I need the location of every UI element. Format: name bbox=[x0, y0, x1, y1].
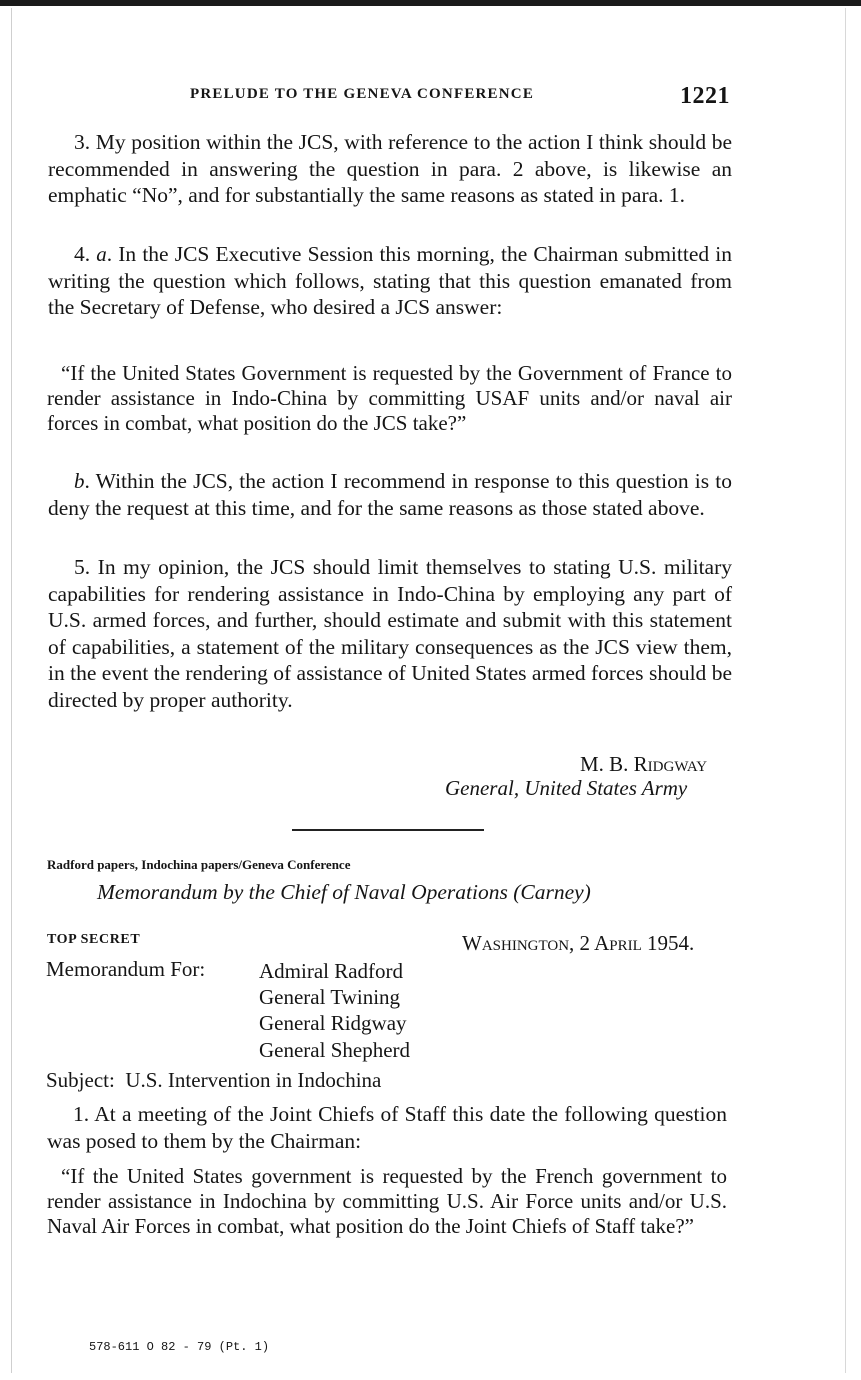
ridgway-quoted-question: “If the United States Government is requested by the Government of France to render assistance in Indo-China by committing USAF units and/or naval air forces in combat, what position do the JCS take?” bbox=[47, 361, 732, 435]
page-number: 1221 bbox=[680, 83, 730, 109]
signature-title: General, United States Army bbox=[445, 776, 688, 800]
place-and-date: Washington, 2 April 1954. bbox=[462, 931, 695, 955]
print-code: 578-611 O 82 - 79 (Pt. 1) bbox=[89, 1340, 270, 1354]
subparagraph-marker: b bbox=[74, 469, 85, 493]
subject-text: U.S. Intervention in Indochina bbox=[125, 1068, 382, 1092]
ridgway-paragraph-4b: b. Within the JCS, the action I recommend in response to this question is to deny the request at this time, and for the same reasons as those stated above. bbox=[48, 469, 732, 520]
addressee: Admiral Radford bbox=[259, 959, 404, 983]
ridgway-paragraph-5: 5. In my opinion, the JCS should limit themselves to stating U.S. military capabilities for rendering assistance in Indo-China by employing any part of U.S. armed forces, and further, should estimate and submit with this statement of capabilities, a statement of the military consequences as the JCS view them, in the event the rendering of assistance of United States armed forces should be directed by proper authority. bbox=[48, 555, 732, 712]
carney-quoted-question: “If the United States government is requested by the French government to render assistance in Indochina by committing U.S. Air Force units and/or U.S. Naval Air Forces in combat, what position do the Joint Chiefs of Staff take?” bbox=[47, 1164, 727, 1238]
signature-name: M. B. Ridgway bbox=[580, 752, 708, 776]
source-note: Radford papers, Indochina papers/Geneva Conference bbox=[47, 857, 351, 872]
memorandum-for-label: Memorandum For: bbox=[46, 957, 206, 981]
addressee: General Shepherd bbox=[259, 1038, 411, 1062]
subparagraph-marker: a bbox=[96, 242, 107, 266]
page-left-edge bbox=[11, 8, 12, 1373]
running-title: PRELUDE TO THE GENEVA CONFERENCE bbox=[190, 86, 535, 102]
carney-paragraph-1: 1. At a meeting of the Joint Chiefs of Staff this date the following question was posed to them by the Chairman: bbox=[47, 1102, 727, 1153]
page-right-edge bbox=[845, 8, 846, 1373]
ridgway-paragraph-3: 3. My position within the JCS, with reference to the action I think should be recommended in answering the question in para. 2 above, is likewise an emphatic “No”, and for substantially the same reasons as stated in para. 1. bbox=[48, 130, 732, 207]
page-top-edge bbox=[0, 0, 861, 6]
ridgway-paragraph-4a: 4. a. In the JCS Executive Session this morning, the Chairman submitted in writing the question which follows, stating that this question emanated from the Secretary of Defense, who desired a JCS answer: bbox=[48, 242, 732, 319]
document-title: Memorandum by the Chief of Naval Operations (Carney) bbox=[97, 880, 591, 904]
section-divider bbox=[292, 829, 484, 831]
addressee: General Ridgway bbox=[259, 1011, 407, 1035]
classification-label: TOP SECRET bbox=[47, 932, 141, 947]
subject-label: Subject: bbox=[46, 1068, 115, 1092]
subject-line bbox=[46, 1068, 381, 1093]
addressee: General Twining bbox=[259, 985, 401, 1009]
